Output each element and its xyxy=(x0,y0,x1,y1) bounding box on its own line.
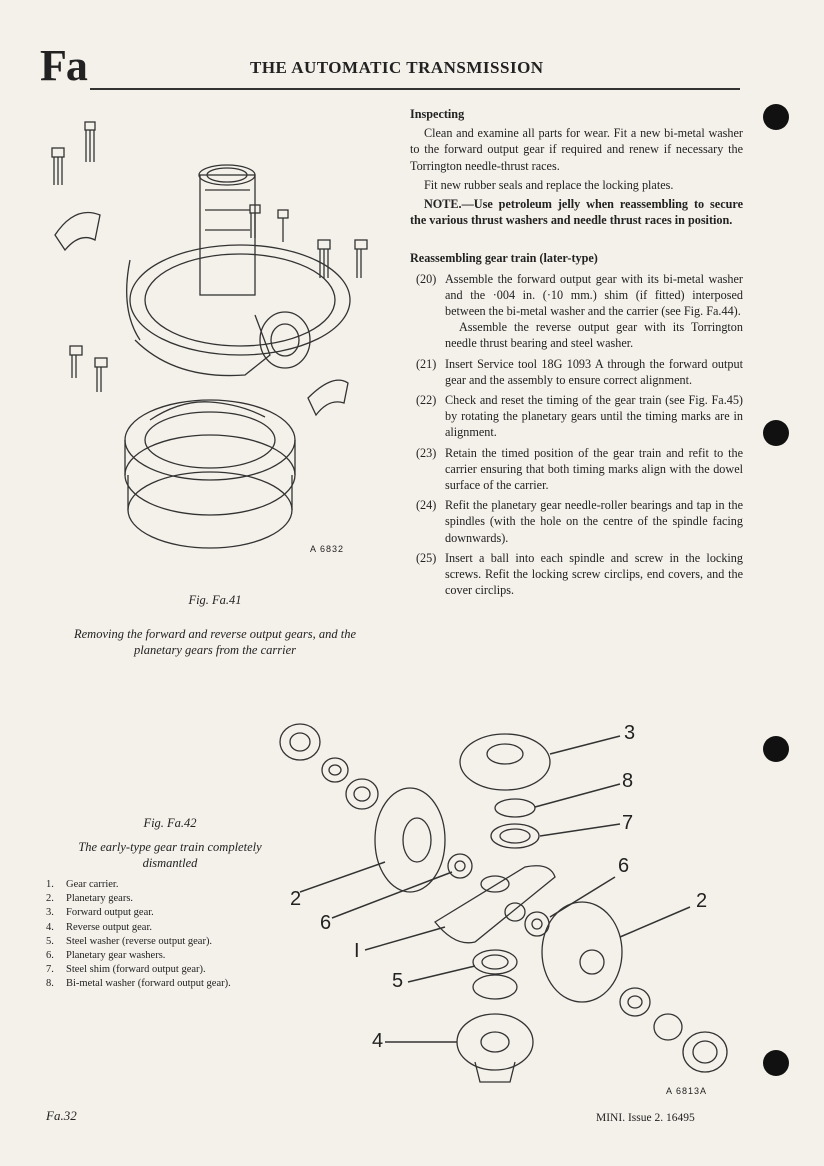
step-item xyxy=(410,550,743,599)
callout-label: 5 xyxy=(392,970,404,992)
callout-label: 8 xyxy=(622,770,634,792)
inspecting-paragraph: Clean and examine all parts for wear. Fit a new bi-metal washer to the forward output gear if required and renew if necessary the Torrington needle-thrust races. xyxy=(410,126,743,173)
bolt-icon xyxy=(52,148,64,185)
locking-plate-icon xyxy=(55,213,100,251)
legend-item xyxy=(46,935,286,949)
step-text: Refit the planetary gear needle-roller bearings and tap in the spindles (with the hole on the centre of the spindle facing downwards). xyxy=(445,498,743,545)
callout-label: 3 xyxy=(624,722,636,744)
callout-label: 4 xyxy=(372,1030,384,1052)
legend-item xyxy=(46,977,286,991)
punch-hole xyxy=(763,1050,789,1076)
figure-caption xyxy=(60,815,280,871)
legend-text: Forward output gear. xyxy=(66,907,154,919)
figure-reference: A 6813A xyxy=(666,1086,708,1096)
figure-title: Fig. Fa.42 xyxy=(143,816,197,830)
punch-hole xyxy=(763,104,789,130)
callout-label: 2 xyxy=(290,888,302,910)
callout-label: I xyxy=(354,940,360,962)
exploded-gear-train-illustration xyxy=(270,712,740,1087)
legend-number: 2. xyxy=(46,893,54,905)
legend-text: Planetary gears. xyxy=(66,893,134,905)
page-title: THE AUTOMATIC TRANSMISSION xyxy=(250,58,544,77)
inspecting-heading: Inspecting xyxy=(410,107,465,121)
legend-text: Bi-metal washer (forward output gear). xyxy=(66,978,231,990)
step-item xyxy=(410,445,743,494)
step-text: Assemble the forward output gear with its bi-metal washer and the ·004 in. (·10 mm.) shim (if fitted) interposed between the bi-metal washer and the carrier (see Fig. Fa.44). xyxy=(445,271,743,319)
step-item xyxy=(410,271,743,352)
step-number: (22) xyxy=(416,393,437,408)
step-text: Insert Service tool 18G 1093 A through the forward output gear and the assembly to ensure correct alignment. xyxy=(445,356,743,387)
bolt-icon xyxy=(95,358,107,392)
gear-carrier-illustration xyxy=(40,110,390,570)
issue-info: MINI. Issue 2. 16495 xyxy=(596,1112,695,1124)
parts-legend xyxy=(46,878,286,992)
punch-hole xyxy=(763,736,789,762)
legend-text: Reverse output gear. xyxy=(66,921,153,933)
step-item xyxy=(410,497,743,546)
step-item xyxy=(410,392,743,441)
page-number: Fa.32 xyxy=(46,1108,77,1123)
step-text: Insert a ball into each spindle and screw in the locking screws. Refit the locking screw circlips, end covers, and the cover circlips. xyxy=(445,550,743,598)
inspecting-paragraph: Fit new rubber seals and replace the locking plates. xyxy=(424,177,674,192)
callout-label: 7 xyxy=(622,812,634,834)
figure-caption-text: Removing the forward and reverse output gears, and the planetary gears from the carrier xyxy=(73,627,357,657)
legend-number: 3. xyxy=(46,907,54,919)
legend-text: Steel shim (forward output gear). xyxy=(66,964,206,976)
bolt-icon xyxy=(318,240,330,278)
figure-title: Fig. Fa.41 xyxy=(188,593,242,607)
step-text: Check and reset the timing of the gear train (see Fig. Fa.45) by rotating the planetary gears until the timing marks are in alignment. xyxy=(445,393,743,440)
step-number: (24) xyxy=(416,498,437,513)
step-number: (23) xyxy=(416,445,437,460)
step-list xyxy=(410,271,743,599)
step-number: (20) xyxy=(416,271,437,286)
legend-number: 6. xyxy=(46,950,54,962)
legend-number: 7. xyxy=(46,964,54,976)
punch-hole xyxy=(763,420,789,446)
locking-plate-icon xyxy=(308,380,348,415)
bolt-icon xyxy=(278,210,288,242)
legend-item xyxy=(46,892,286,906)
step-number: (25) xyxy=(416,550,437,565)
legend-number: 5. xyxy=(46,935,54,947)
step-subtext: Assemble the reverse output gear with its Torrington needle thrust bearing and steel washer. xyxy=(445,320,743,351)
legend-number: 1. xyxy=(46,879,54,890)
legend-text: Planetary gear washers. xyxy=(66,950,166,962)
text-column xyxy=(410,106,743,602)
legend-item xyxy=(46,921,286,935)
step-text: Retain the timed position of the gear train and refit to the carrier ensuring that both timing marks align with the dowel surface of the carrier. xyxy=(445,445,743,493)
legend-item xyxy=(46,949,286,963)
bolt-icon xyxy=(70,346,82,378)
legend-item xyxy=(46,878,286,892)
step-number: (21) xyxy=(416,356,437,371)
reassembling-heading: Reassembling gear train (later-type) xyxy=(410,251,598,266)
legend-item xyxy=(46,963,286,977)
section-mark: Fa xyxy=(40,41,87,90)
legend-number: 8. xyxy=(46,978,54,990)
bolt-icon xyxy=(85,122,95,162)
bolt-icon xyxy=(355,240,367,278)
callout-label: 6 xyxy=(618,855,630,877)
figure-caption-text: The early-type gear train completely dismantled xyxy=(78,840,262,870)
legend-text: Gear carrier. xyxy=(66,879,119,890)
note-paragraph: NOTE.—Use petroleum jelly when reassembling to secure the various thrust washers and needle thrust races in position. xyxy=(410,197,743,228)
legend-text: Steel washer (reverse output gear). xyxy=(66,935,213,947)
figure-caption xyxy=(60,592,370,658)
figure-reference: A 6832 xyxy=(310,544,345,554)
callout-label: 2 xyxy=(696,890,708,912)
callout-label: 6 xyxy=(320,912,332,934)
header-rule xyxy=(90,88,740,90)
legend-item xyxy=(46,906,286,920)
legend-number: 4. xyxy=(46,921,54,933)
step-item xyxy=(410,356,743,388)
